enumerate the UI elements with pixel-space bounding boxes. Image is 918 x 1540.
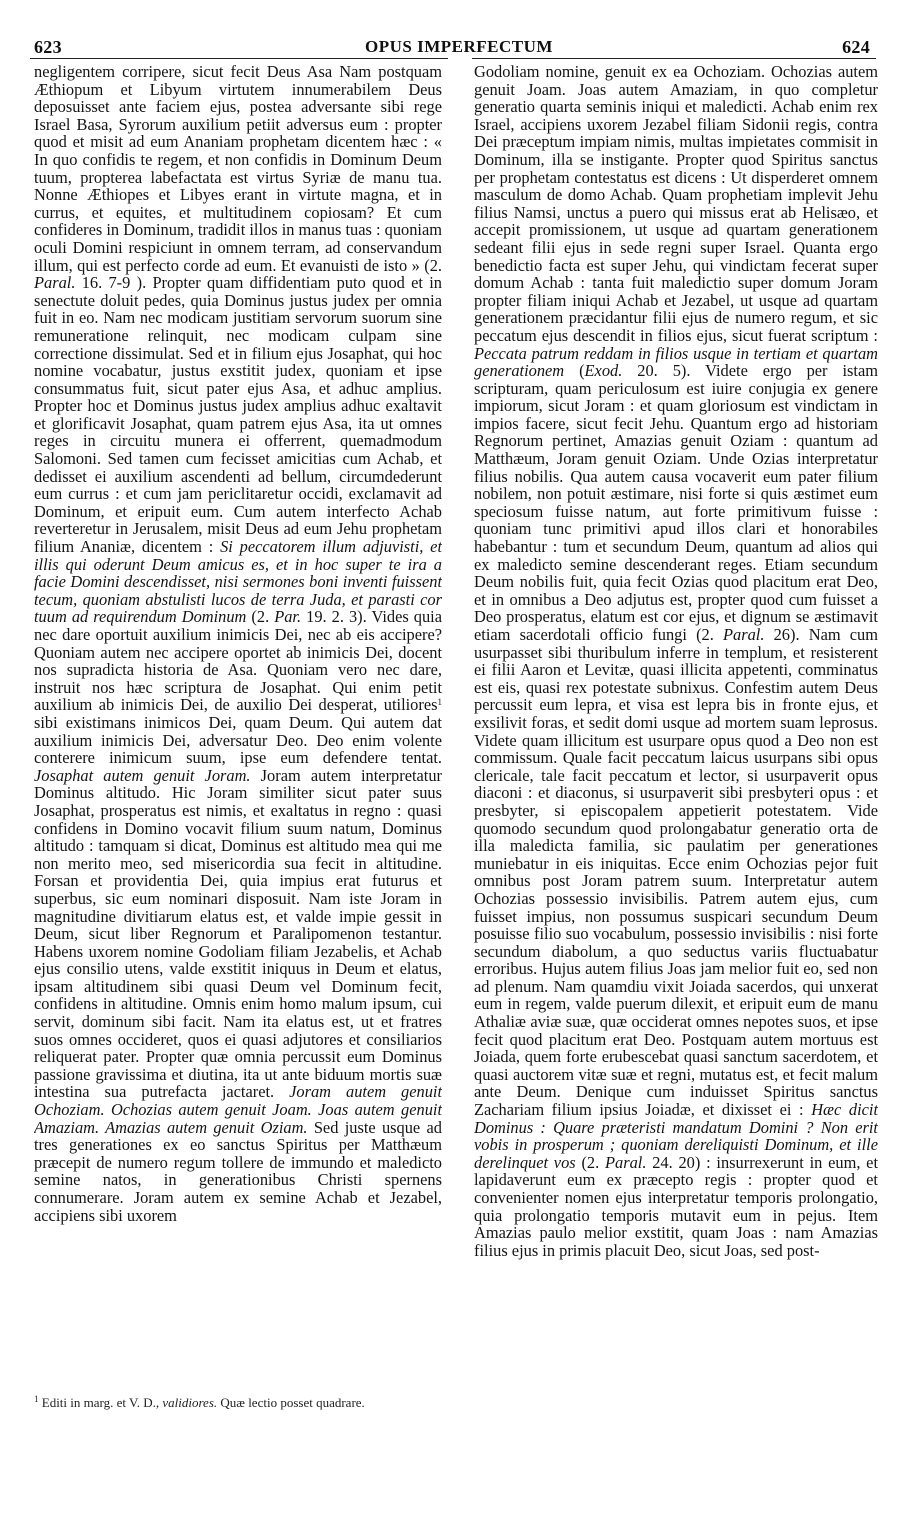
text-span: 20. 5). Videte ergo per istam scripturam, quam periculosum est iuire conjugia ex genere impiorum, sicut Joram : et quam gloriosum est vindictam in impios facere, sicut fecit Jehu. Quantum ergo ad historiam Regnorum pertinet, Amazias genuit Oziam : quantum ad Matthæum, Joram genuit Oziam. Unde Ozias interpretatur filius nobilis. Qua autem causa vocaverit eum pater filium nobilem, non potuit æstimare, nisi forte si quis æstimet eum speciosum fuisse natum, aut forte primitivum fuisse : quoniam tunc primitivi apud illos clari et honorabiles habebantur : tum et secundum Deum, quantum ad alios qui ex maledicto semine descenderant reges. Etiam secundum Deum nobilis fuit, quia fecit Ozias quod placitum erat Deo, et in omnibus a Deo adjutus est, propter quod cum fuisset a Deo prosperatus, elatum est cor ejus, et dignum se æstimavit etiam sacerdotali officio fungi (2. [474, 361, 878, 644]
footnote-marker: 1 [34, 1394, 39, 1404]
footnote [34, 1395, 442, 1411]
text-span: (2. [246, 607, 275, 627]
italic-span: Exod. [584, 361, 623, 381]
text-span: 24. 20) : insurrexerunt in eum, et lapidaverunt eum ex præcepto regis : propter quod et convenienter nomen ejus interpretatur temporis prolongatio, quia prolongatio temporis mutavit eum in pejus. Item Amazias paulo melior exstitit, quam Joas : nam Amazias filius ejus in primis placuit Deo, sicut Joas, sed post- [474, 1152, 878, 1260]
text-span: ( [564, 361, 585, 381]
italic-span: Joram autem genuit Ochoziam. Ochozias autem genuit Joam. Joas autem genuit Amaziam. Amazias autem genuit Oziam. [34, 1082, 442, 1137]
left-column-paragraph [34, 63, 442, 1224]
header-rule-right [472, 58, 876, 59]
text-span: Sed juste usque ad tres generationes ex eo sanctus Spiritus per Matthæum præcepit de numero regum tollere de immundo et maledicto semine natos, in generationibus Christi spernens connumerare. Joram autem ex semine Achab et Jezabel, accipiens sibi uxorem [34, 1117, 442, 1225]
italic-span: Paral. [604, 1152, 647, 1172]
text-span: 19. 2. 3). Vides quia nec dare oportuit auxilium inimicis Dei, nec ab eis accipere? Quoniam autem nec accipere oportet ab inimicis Dei, docent nos supradicta historia de Asa. Quoniam vero nec dare, instruit nos hæc scriptura de Josaphat. Qui enim petit auxilium ab inimicis Dei, de auxilio Dei desperat, utiliores [34, 607, 442, 715]
page-number-left: 623 [34, 37, 62, 57]
italic-span: Peccata patrum reddam in filios usque in tertiam et quartam generationem [474, 343, 878, 381]
text-span: 16. 7-9 ). Propter quam diffidentiam puto quod et in senectute doluit pedes, quia Dominus justus judex per omnia fuit in eo. Nam nec modicam justitiam servorum suorum sine remuneratione relinquit, nec modicam culpam sine correctione dissimulat. Sed et in filium ejus Josaphat, qui hoc nomine vocabatur, justus exstitit judex, quoniam et ipse consummatus fuit, sicut pater ejus Asa, et adhuc amplius. Propter hoc et Dominus justus judex amplius adhuc exaltavit et glorificavit Josaphat, quam patrem ejus Asa, ita ut omnes reges in circuitu munera ei offerrent, quemadmodum Salomoni. Sed tamen cum fecisset amicitias cum Achab, et dedisset ei auxilium ascendenti ad bellum, circumdederunt eum currus : et cum jam periclitaretur occidi, exclamavit ad Dominum, et eripuit eum. Cum autem interfecto Achab reverteretur in Jerusalem, misit Deus ad eum Jehu prophetam filium Ananiæ, dicentem : [34, 273, 442, 557]
header-rule-left [30, 58, 448, 59]
footnote-text-before: Editi in marg. et V. D., [38, 1395, 163, 1410]
text-column-left [34, 63, 442, 1383]
italic-span: Hæc dicit Dominus : Quare præteristi mandatum Domini ? Non erit vobis in prosperum ; quoniam dereliquisti Dominum, et ille derelinquet vos [474, 1100, 878, 1172]
text-span: sibi existimans inimicos Dei, quam Deum. Qui autem dat auxilium inimicis Dei, adversatur Deo. Deo enim volente conterere inimicum suum, ipse eum defendere tentat. [34, 712, 442, 768]
right-column-paragraph [474, 63, 878, 1259]
text-span: 26). Nam cum usurpasset sibi thuribulum inferre in templum, et resisterent ei filii Aaron et Levitæ, quasi illicita appetenti, comminatus est eis, quasi rex potestate subnixus. Confestim autem Deus percussit eum lepra, et visa est lepra bis in fronte ejus, et exsilivit foras, et sedit domi usque ad mortem suam leprosus. Videte quam illicitum est usurpare opus quod a Deo non est commissum. Quale facit peccatum laicus usurpans sibi opus clericale, tale facit peccatum et lector, si usurpaverit opus diaconi : et diaconus, si usurpaverit sibi presbyteri opus : et presbyter, si episcopalem appetierit potestatem. Vide quomodo secundum quod prolongabatur generatio orta de illa maledicta familia, sic paulatim per generationes muniebatur in eis iniquitas. Ecce enim Ochozias pejor fuit omnibus post Joram patrem suum. Interpretatur autem Ochozias possessio invisibilis. Patrem autem ejus, cum fuisset impius, non possumus suspicari secundum Deum posuisse filio suo vocabulum, possessio invisibilis : nisi forte secundum diabolum, a quo seductus variis fluctuabatur erroribus. Hujus autem filius Joas jam melior fuit eo, sed non ad plenum. Nam quamdiu vixit Joiada sacerdos, qui unxerat eum in regem, valde puerum dilexit, et eripuit eum de manu Athaliæ aviæ suæ, quæ occiderat omnes nepotes suos, et ipse fecit quod placitum erat Deo. Postquam autem mortuus est Joiada, quem forte erubescebat quasi sanctum sacerdotem, et quasi auctorem vitæ suæ et regni, mutatus est, et fecit malum ante Deum. Denique cum induisset Spiritus sanctus Zachariam filium ipsius Joiadæ, et dixisset ei : [474, 625, 878, 1120]
italic-span: Paral. [34, 273, 76, 293]
footnote-text-after: Quæ lectio posset quadrare. [217, 1395, 365, 1410]
text-span: (2. [575, 1152, 605, 1172]
text-span: Godoliam nomine, genuit ex ea Ochoziam. Ochozias autem genuit Joam. Joas autem Amaziam, in quo completur generatio quarta seminis iniqui et maledicti. Achab enim rex Israel, accipiens uxorem Jezabel filiam Sidonii regis, contra Dei præceptum impiam nimis, multas impietates commisit in Dominum, illa se instigante. Propter quod Spiritus sanctus per prophetam contestatus est dicens : Ut disperderet omnem masculum de domo Achab. Quam prophetiam implevit Jehu filius Namsi, unctus a puero qui missus erat ab Helisæo, et accepit promissionem, ut usque ad quartam generationem sedeant filii ejus in sede regni super Israel. Quanta ergo benedictio facta est super Jehu, qui vindictam fecerat super domum Achab : tanta fuit maledictio super domum Joram propter filiam iniqui Achab et Jezabel, ut usque ad quartam generationem præcidantur filii ejus de numero regum, et sic peccatum ejus descendit in filios ejus, sicut fuerat scriptum : [474, 63, 878, 345]
text-span: negligentem corripere, sicut fecit Deus Asa Nam postquam Æthiopum et Libyum virtutem innumerabilem Deus deposuisset ante faciem ejus, postea adversante sibi rege Israel Basa, Syrorum auxilium petiit adversus eum : propter quod et misit ad eum Ananiam prophetam dicentem hæc : « In quo confidis te regem, et non confidis in Dominum Deum tuum, propterea labefactata est virtus Syriæ de manu tua. Nonne Æthiopes et Libyes erant in virtute magna, et in currus, et equites, et multitudinem copiosam? Et cum confideres in Dominum, tradidit illos in manus tuas : quoniam oculi Domini respiciunt in omnem terram, ad conservandum illum, qui est perfecto corde ad eum. Et evanuisti de isto » (2. [34, 63, 442, 275]
italic-span: Par. [274, 607, 302, 627]
running-title: OPUS IMPERFECTUM [365, 37, 553, 56]
italic-span: Paral. [723, 625, 765, 644]
footnote-reference: 1 [437, 697, 442, 708]
footnote-variant-reading: validiores. [162, 1395, 218, 1410]
italic-span: Josaphat autem genuit Joram. [34, 765, 251, 785]
italic-span: Si peccatorem illum adjuvisti, et illis qui oderunt Deum amicus es, et in hoc super te ira a facie Domini descendisset, nisi sermones boni inventi fuissent tecum, quoniam abstulisti lucos de terra Juda, et parasti cor tuum ad requirendum Dominum [34, 537, 442, 627]
text-span: Joram autem interpretatur Dominus altitudo. Hic Joram similiter sicut pater suus Josaphat, prosperatus est nimis, et exaltatus in regno : quasi confidens in Domino vocavit filium suum natum, Dominus altitudo : tamquam si dicat, Dominus est altitudo mea qui me non merito meo, sed misericordia sua fecit in altitudine. Forsan et providentia Dei, quia impius erat futurus et superbus, sic eum nominari disposuit. Nam iste Joram in magnitudine divitiarum elatus est, et valde impie gessit in Deum, sicut liber Regnorum et Paralipomenon testantur. Habens uxorem nomine Godoliam filiam Jezabelis, et Achab ejus consilio utens, valde exstitit iniquus in Deum et elatus, ipsam altitudinem sibi quasi Deum vel Dominum fecit, confidens in altitudine. Omnis enim homo malum ipsum, cui servit, dominum sibi facit. Nam ita elatus est, ut et fratres suos omnes occideret, quos ei quasi adjutores et consiliarios reliquerat pater. Propter quæ omnia percussit eum Dominus passione gravissima et diutina, ita ut ante biduum mortis suæ intestina sua putrefacta jactaret. [34, 765, 442, 1102]
text-column-right [474, 63, 878, 1503]
page-number-right: 624 [842, 37, 870, 57]
